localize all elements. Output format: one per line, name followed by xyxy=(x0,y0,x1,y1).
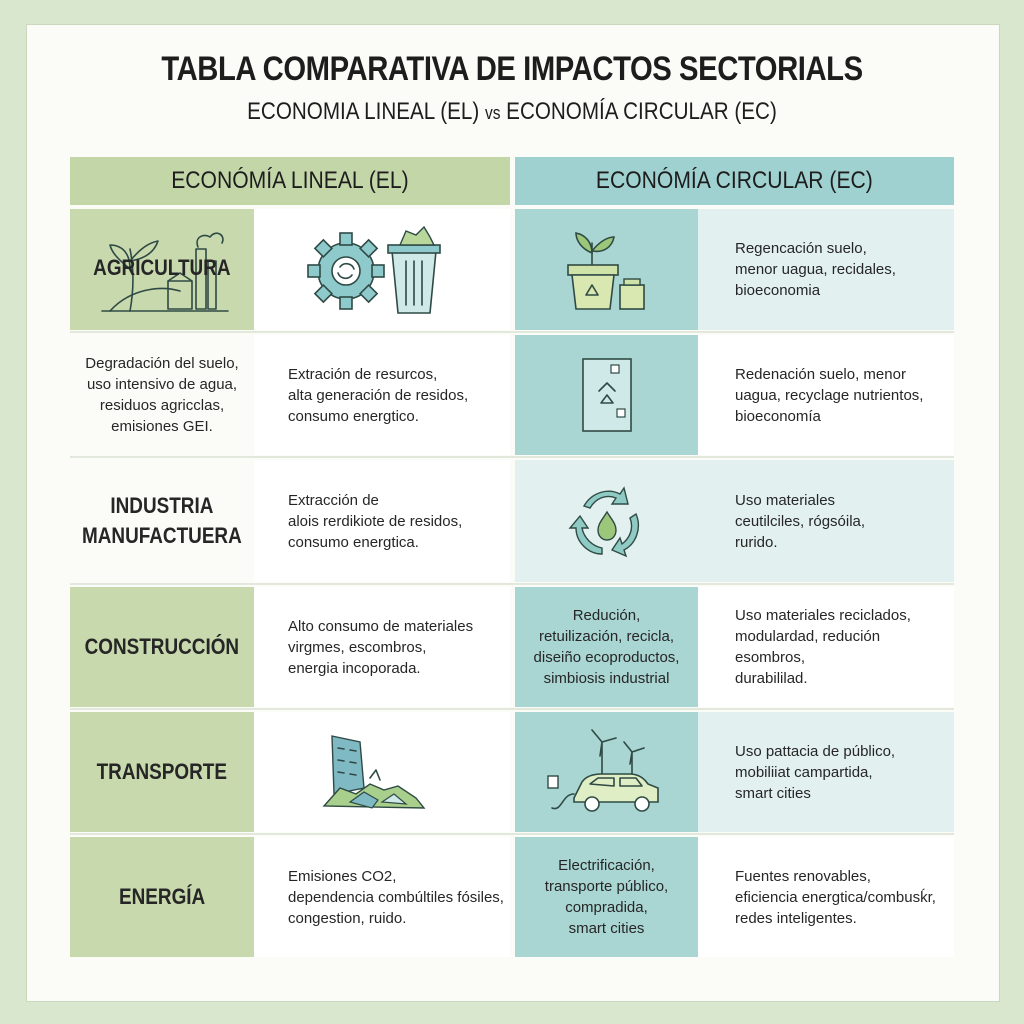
ec-strategy: Electrificación, transporte público, compradida, smart cities xyxy=(544,857,669,937)
sector-label: INDUSTRIA MANUFACTUERA xyxy=(82,493,242,548)
plant-pot-recycle-icon xyxy=(552,225,662,315)
row-divider xyxy=(70,456,954,458)
row-industria-el-cell xyxy=(254,460,510,582)
sector-label: TRANSPORTE xyxy=(96,759,228,784)
row-industria-sector-cell xyxy=(70,460,254,582)
row-industria-ec-text-cell xyxy=(698,460,954,582)
row-agricultura-sector-cell xyxy=(70,209,254,330)
row-agri-ec-text-cell xyxy=(698,335,954,455)
row-energia-ec-text-cell xyxy=(698,837,954,957)
sector-label: ENERGÍA xyxy=(118,884,206,909)
row-transporte-el-cell xyxy=(254,712,510,832)
sector-label: CONSTRUCCIÓN xyxy=(84,634,240,659)
row-energia-ec-mid-cell xyxy=(515,837,698,957)
page-subtitle xyxy=(72,98,953,126)
row-divider xyxy=(70,331,954,333)
header-circular xyxy=(515,157,954,205)
row-transporte-ec-text-cell xyxy=(698,712,954,832)
row-construccion-ec-mid-cell xyxy=(515,587,698,707)
header-linear xyxy=(70,157,510,205)
row-agricultura-ec-icon-cell xyxy=(515,209,698,330)
header-linear-label: ECONÓMÍA LINEAL (EL) xyxy=(171,167,409,194)
ec-strategy: Redución, retuilización, recicla, diseiño ecoproductos, simbiosis industrial xyxy=(533,607,680,687)
el-description: Emisiones CO2, dependencia combúltiles fósiles, congestion, ruido. xyxy=(288,867,504,927)
row-agri-el-text-cell xyxy=(254,335,510,455)
subtitle-vs: vs xyxy=(484,103,501,123)
sector-label: AGRICULTURA xyxy=(93,254,231,280)
subtitle-right: ECONOMÍA CIRCULAR (EC) xyxy=(500,98,777,125)
row-transporte-ec-icon-cell xyxy=(515,712,698,832)
row-divider xyxy=(70,583,954,585)
row-agri-ec-icon-cell xyxy=(515,335,698,455)
row-transporte-sector-cell xyxy=(70,712,254,832)
page-title: TABLA COMPARATIVA DE IMPACTOS SECTORIALS xyxy=(161,50,863,88)
collapsed-building-rubble-icon xyxy=(320,728,430,818)
row-energia-sector-cell xyxy=(70,837,254,957)
row-divider xyxy=(70,833,954,835)
ec-description: Uso pattacia de público, mobiliiat campartida, smart cities xyxy=(735,742,896,802)
electric-car-wind-icon xyxy=(542,722,672,822)
recycle-arrows-drop-icon xyxy=(562,476,652,566)
recycle-panel-icon xyxy=(577,355,637,435)
row-construccion-ec-text-cell xyxy=(698,587,954,707)
el-description: Alto consumo de materiales virgmes, escombros, energia incoporada. xyxy=(288,617,474,677)
ec-description: Fuentes renovables, eficiencia energtica/combusḱr, redes inteligentes. xyxy=(735,867,936,927)
subtitle-left: ECONOMIA LINEAL (EL) xyxy=(247,98,485,125)
header-circular-label: ECONÓMÍA CIRCULAR (EC) xyxy=(596,167,873,194)
row-agri-desc-cell xyxy=(70,335,254,455)
row-construccion-el-cell xyxy=(254,587,510,707)
ec-description: Regencación suelo, menor uagua, recidales, bioeconomia xyxy=(735,240,896,299)
gear-trash-icon xyxy=(304,221,454,321)
ec-description: Uso materiales ceutilciles, rógsóila, rurido. xyxy=(735,491,866,551)
row-industria-ec-icon-cell xyxy=(515,460,698,582)
el-sector-description: Degradación del suelo, uso intensivo de agua, residuos agricclas, emisiones GEI. xyxy=(85,355,239,435)
row-divider xyxy=(70,708,954,710)
el-description: Extracción de alois rerdikiote de residos, consumo energtica. xyxy=(288,491,463,551)
el-description: Extración de resurcos, alta generación de residos, consumo energtico. xyxy=(288,365,469,425)
row-energia-el-cell xyxy=(254,837,510,957)
ec-description: Redenación suelo, menor uagua, recyclage nutrientos, bioeconomía xyxy=(735,365,924,425)
row-agricultura-ec-text-cell xyxy=(698,209,954,330)
row-agricultura-el-cell xyxy=(254,209,510,330)
row-construccion-sector-cell xyxy=(70,587,254,707)
ec-description: Uso materiales reciclados, modulardad, redución esombros, durabililad. xyxy=(735,607,911,687)
